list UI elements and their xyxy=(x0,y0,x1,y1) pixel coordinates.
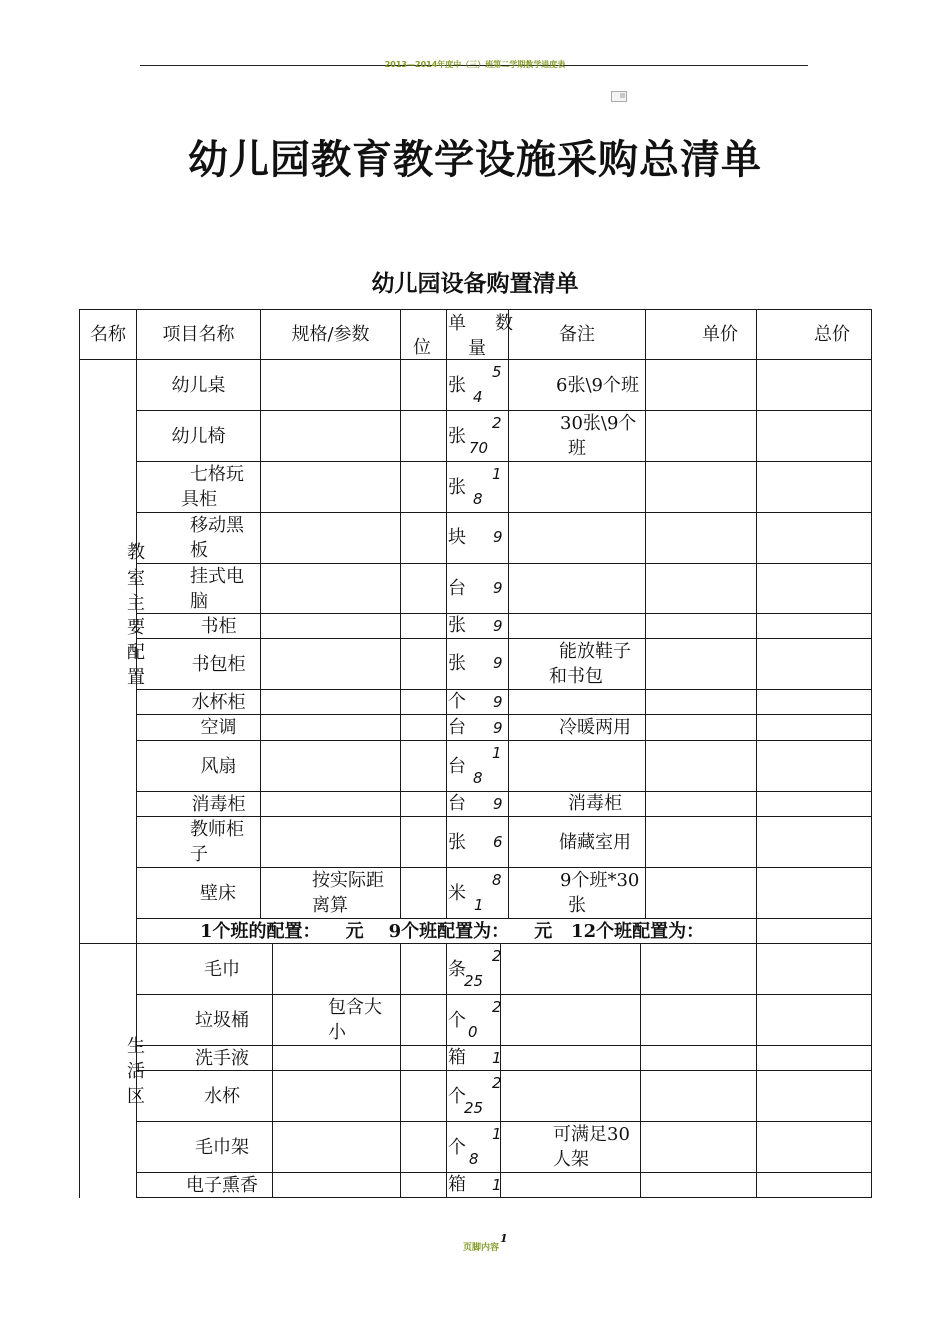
item-name: 子 xyxy=(190,844,208,865)
qty: 9 xyxy=(493,795,503,813)
unit: 条 xyxy=(448,959,466,980)
qty: 1 xyxy=(492,1049,502,1067)
table-title: 幼儿园设备购置清单 xyxy=(371,271,579,297)
unit: 箱 xyxy=(448,1047,466,1068)
item-name: 洗手液 xyxy=(195,1047,249,1069)
item-name: 挂式电 xyxy=(190,566,244,587)
note: 可满足30 xyxy=(553,1124,630,1145)
spec: 按实际距 xyxy=(312,870,384,891)
note: 能放鞋子 xyxy=(559,641,631,662)
spec: 小 xyxy=(328,1022,346,1043)
header-item: 项目名称 xyxy=(162,324,235,345)
header-unit-b: 位 xyxy=(413,337,431,358)
header-qty-b: 量 xyxy=(468,338,486,359)
qty: 2 xyxy=(492,947,502,965)
qty: 9 xyxy=(493,693,503,711)
item-name: 水杯柜 xyxy=(191,691,246,713)
note: 张 xyxy=(568,895,586,916)
unit: 个 xyxy=(448,1137,466,1158)
qty: 1 xyxy=(474,896,484,914)
unit: 台 xyxy=(448,756,466,777)
unit: 台 xyxy=(448,793,466,814)
qty: 2 xyxy=(492,414,502,432)
image-placeholder-icon xyxy=(611,91,627,102)
note: 人架 xyxy=(553,1149,589,1170)
item-name: 垃圾桶 xyxy=(195,1009,249,1031)
unit: 台 xyxy=(448,578,466,599)
header-name: 名称 xyxy=(90,324,126,345)
unit: 箱 xyxy=(448,1174,466,1195)
note: 冷暖两用 xyxy=(559,717,631,738)
qty: 6 xyxy=(493,833,503,851)
item-name: 毛巾架 xyxy=(195,1136,249,1158)
footer-text: 页脚内容 xyxy=(463,1243,500,1253)
qty: 9 xyxy=(493,579,503,597)
page-title: 幼儿园教育教学设施采购总清单 xyxy=(188,137,762,183)
qty: 8 xyxy=(473,490,483,508)
qty: 8 xyxy=(492,871,502,889)
note: 30张\9个 xyxy=(560,413,637,434)
note: 消毒柜 xyxy=(568,793,622,814)
qty: 2 xyxy=(492,1074,502,1092)
header-price: 单价 xyxy=(702,324,738,345)
qty: 0 xyxy=(468,1023,478,1041)
qty: 1 xyxy=(492,1176,502,1194)
qty: 1 xyxy=(492,744,502,762)
qty: 9 xyxy=(493,528,503,546)
note: 储藏室用 xyxy=(559,832,631,853)
unit: 米 xyxy=(448,883,466,904)
item-name: 空调 xyxy=(200,717,237,738)
page-number: 1 xyxy=(500,1232,508,1245)
qty: 5 xyxy=(492,363,502,381)
note: 9个班*30 xyxy=(560,870,640,891)
spec: 离算 xyxy=(312,895,348,916)
header-total: 总价 xyxy=(814,324,850,345)
qty: 1 xyxy=(492,465,502,483)
item-name: 具柜 xyxy=(181,489,217,510)
header-note: 备注 xyxy=(559,324,595,345)
unit: 张 xyxy=(448,477,466,498)
header-qty-a: 数 xyxy=(495,313,513,334)
unit: 张 xyxy=(448,832,466,853)
qty: 4 xyxy=(473,388,483,406)
item-name: 毛巾 xyxy=(204,958,240,980)
unit: 个 xyxy=(448,691,466,712)
qty: 70 xyxy=(469,439,489,457)
item-name: 幼儿椅 xyxy=(171,425,226,447)
item-name: 水杯 xyxy=(204,1085,240,1107)
qty: 1 xyxy=(492,1125,502,1143)
item-name: 书包柜 xyxy=(191,653,246,675)
spec: 包含大 xyxy=(328,997,382,1018)
unit: 张 xyxy=(448,375,466,396)
config-summary: 1个班的配置： 元 9个班配置为： 元 12个班配置为： xyxy=(200,921,705,942)
note: 6张\9个班 xyxy=(556,375,639,396)
item-name: 风扇 xyxy=(200,755,237,777)
unit: 台 xyxy=(448,717,466,738)
item-name: 幼儿桌 xyxy=(171,374,226,396)
note: 班 xyxy=(568,438,586,459)
item-name: 板 xyxy=(190,540,208,561)
item-name: 消毒柜 xyxy=(191,793,246,815)
unit: 个 xyxy=(448,1086,466,1107)
item-name: 移动黑 xyxy=(190,515,244,536)
unit: 块 xyxy=(448,527,466,548)
qty: 8 xyxy=(469,1150,479,1168)
qty: 25 xyxy=(464,972,484,990)
item-name: 电子熏香 xyxy=(186,1174,258,1196)
qty: 8 xyxy=(473,769,483,787)
header-text: 2013—2014年度中（三）班第二学期教学进度表 xyxy=(384,60,566,69)
qty: 9 xyxy=(493,719,503,737)
item-name: 七格玩 xyxy=(190,464,244,485)
item-name: 书柜 xyxy=(200,615,237,637)
unit: 张 xyxy=(448,426,466,447)
unit: 个 xyxy=(448,1010,466,1031)
header-spec: 规格/参数 xyxy=(291,324,370,345)
item-name: 教师柜 xyxy=(190,819,244,840)
note: 和书包 xyxy=(549,666,603,687)
unit: 张 xyxy=(448,653,466,674)
qty: 9 xyxy=(493,654,503,672)
unit: 张 xyxy=(448,615,466,636)
qty: 2 xyxy=(492,998,502,1016)
item-name: 壁床 xyxy=(200,882,236,904)
header-unit-a: 单 xyxy=(448,313,466,334)
qty: 9 xyxy=(493,617,503,635)
qty: 25 xyxy=(464,1099,484,1117)
item-name: 脑 xyxy=(190,591,208,612)
